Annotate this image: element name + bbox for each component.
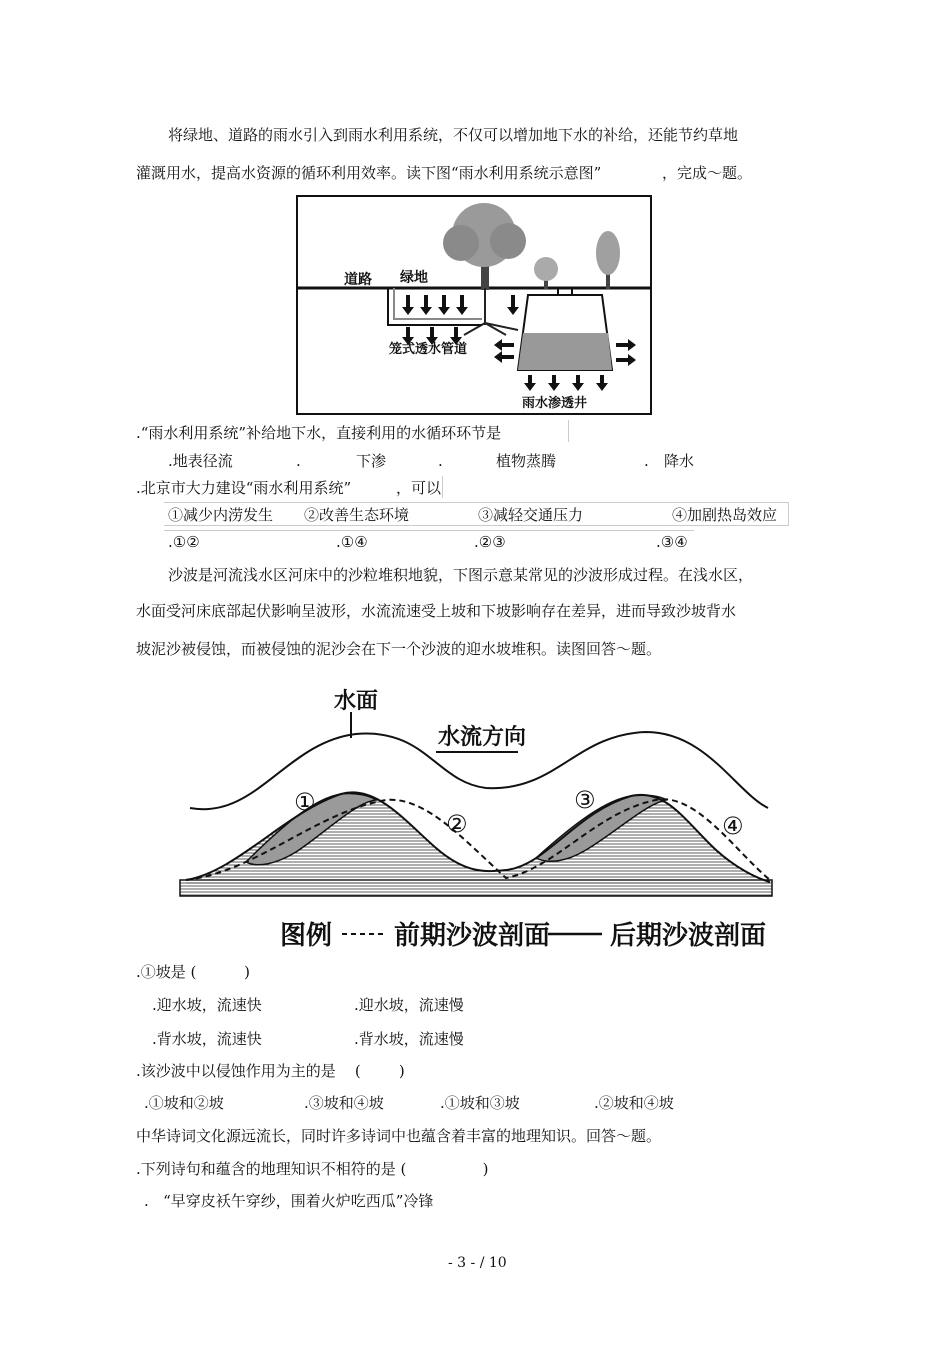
well-label: 雨水渗透井: [522, 396, 588, 411]
q5-option-a: . “早穿皮袄午穿纱，围着火炉吃西瓜”冷锋: [144, 1192, 434, 1210]
legend-late-label: 后期沙波剖面: [610, 921, 767, 951]
q4-stem: .该沙波中以侵蚀作用为主的是 ( ): [136, 1062, 405, 1080]
marker-1: ①: [294, 788, 316, 816]
q3-option-b: .迎水坡，流速慢: [354, 996, 464, 1014]
q4-option-b: .③坡和④坡: [304, 1094, 384, 1112]
q2-stem: .北京市大力建设“雨水利用系统”: [136, 479, 352, 497]
sand-wave-figure: [176, 672, 774, 956]
road-label: 道路: [344, 272, 372, 288]
flow-direction-label: 水流方向: [438, 725, 527, 750]
marker-2: ②: [446, 810, 468, 838]
intro2-line2: 水面受河床底部起伏影响呈波形，水流流速受上坡和下坡影响存在差异，进而导致沙坡背水: [136, 602, 737, 620]
q2-option-a: .①②: [168, 533, 200, 551]
infiltration-well: [518, 288, 612, 370]
intro2-line1: 沙波是河流浅水区河床中的沙粒堆积地貌，下图示意某常见的沙波形成过程。在浅水区，: [168, 566, 754, 584]
q1-option-d-dot: .: [644, 452, 649, 470]
rainwater-system-figure: [296, 195, 652, 415]
divider: [568, 420, 569, 442]
q2-option-c: .②③: [474, 533, 506, 551]
intro3: 中华诗词文化源远流长，同时许多诗词中也蕴含着丰富的地理知识。回答～题。: [136, 1127, 662, 1145]
page-number: - 3 - / 10: [448, 1255, 507, 1271]
q2-option-d: .③④: [656, 533, 688, 551]
q2-stem-tail: ，可以: [396, 479, 442, 497]
q2-item-1: ①减少内涝发生: [168, 506, 274, 524]
green-label: 绿地: [400, 270, 428, 286]
legend-early-label: 前期沙波剖面: [394, 921, 551, 951]
divider: [442, 476, 443, 498]
intro1-line2: 灌溉用水，提高水资源的循环利用效率。读下图“雨水利用系统示意图”: [136, 164, 602, 182]
q3-option-d: .背水坡，流速慢: [354, 1030, 464, 1048]
q1-option-c-dot: .: [438, 452, 443, 470]
q1-option-d: 降水: [664, 452, 695, 470]
q1-stem: .“雨水利用系统”补给地下水，直接利用的水循环环节是: [136, 424, 502, 442]
q3-option-c: .背水坡，流速快: [152, 1030, 262, 1048]
intro2-line3: 坡泥沙被侵蚀，而被侵蚀的泥沙会在下一个沙波的迎水坡堆积。读图回答～题。: [136, 640, 662, 658]
q1-option-b-dot: .: [296, 452, 301, 470]
q2-options-rule: [164, 530, 694, 553]
intro1-line2-tail: ，完成～题。: [662, 164, 753, 182]
q5-stem: .下列诗句和蕴含的地理知识不相符的是 ( ): [136, 1160, 489, 1178]
q1-option-a: .地表径流: [168, 452, 233, 470]
legend-title: 图例: [280, 921, 333, 951]
q2-option-b: .①④: [336, 533, 368, 551]
pipe-label: 笼式透水管道: [389, 342, 468, 357]
q1-option-b: 下渗: [356, 452, 387, 470]
q1-option-c: 植物蒸腾: [496, 452, 557, 470]
q2-item-4: ④加剧热岛效应: [672, 506, 778, 524]
intro1-line1: 将绿地、道路的雨水引入到雨水利用系统，不仅可以增加地下水的补给，还能节约草地: [168, 126, 739, 144]
q2-item-3: ③减轻交通压力: [478, 506, 584, 524]
q3-stem: .①坡是 ( ): [136, 963, 250, 981]
q4-option-c: .①坡和③坡: [440, 1094, 520, 1112]
q4-option-a: .①坡和②坡: [144, 1094, 224, 1112]
q3-option-a: .迎水坡，流速快: [152, 996, 262, 1014]
q2-item-2: ②改善生态环境: [304, 506, 410, 524]
q4-option-d: .②坡和④坡: [594, 1094, 674, 1112]
water-surface-label: 水面: [334, 689, 379, 714]
marker-4: ④: [722, 812, 744, 840]
marker-3: ③: [574, 786, 596, 814]
